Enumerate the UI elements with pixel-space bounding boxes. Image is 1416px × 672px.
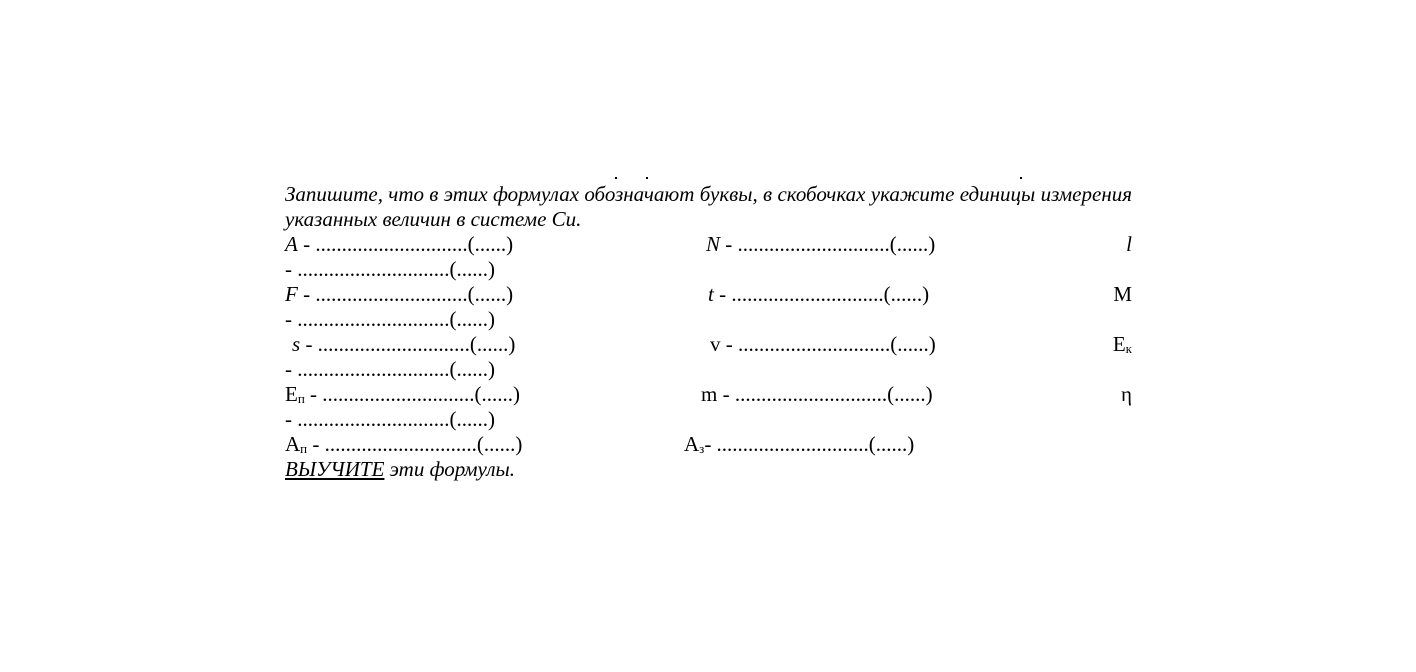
clipped-mark (1020, 177, 1022, 179)
blank-line: - .............................(......) (304, 382, 521, 406)
symbol: m (701, 382, 718, 406)
final-rest: эти формулы. (384, 457, 515, 481)
formula-row-continuation (285, 357, 1132, 382)
formula-row-continuation (285, 257, 1132, 282)
symbol: η (1121, 382, 1132, 406)
formula-row-continuation (285, 307, 1132, 332)
blank-line: - .............................(......) (717, 382, 933, 406)
blank-line: - .............................(......) (720, 332, 936, 356)
symbol: M (1113, 282, 1132, 306)
blank-line: - .............................(......) (297, 282, 514, 306)
symbol-subscript: к (1125, 341, 1132, 356)
formula-row (285, 282, 1132, 307)
blank-line: - .............................(......) (297, 232, 514, 256)
clipped-previous-line (285, 168, 1132, 182)
final-instruction (285, 457, 1132, 482)
symbol-subscript: з (699, 441, 705, 456)
blank-line: - .............................(......) (704, 432, 915, 456)
final-text (285, 457, 515, 482)
blank-line: - .............................(......) (285, 407, 495, 431)
instruction-text: Запишите, что в этих формулах обозначают буквы, в скобочках укажите единицы измерения указанных величин в системе Си. (285, 182, 1132, 231)
worksheet (285, 182, 1132, 482)
blank-line: - .............................(......) (285, 257, 495, 281)
blank-line: - .............................(......) (307, 432, 523, 456)
symbol: N (706, 232, 721, 256)
blank-entry (285, 282, 513, 307)
blank-entry (285, 432, 522, 457)
blank-entry (708, 282, 929, 307)
blank-entry (701, 382, 933, 407)
blank-entry (292, 332, 515, 357)
clipped-mark (615, 177, 617, 179)
symbol: A (285, 232, 298, 256)
formula-row-continuation (285, 407, 1132, 432)
symbol-base: E (285, 382, 298, 406)
blank-entry (285, 382, 520, 407)
blank-line: - .............................(......) (285, 307, 495, 331)
symbol: t (708, 282, 714, 306)
symbol: F (285, 282, 298, 306)
symbol-subscript: п (297, 391, 305, 406)
blank-line: - .............................(......) (720, 232, 936, 256)
blank-line: - .............................(......) (285, 357, 495, 381)
blank-entry (285, 232, 513, 257)
symbol-base: E (1112, 332, 1126, 356)
symbol: l (1126, 232, 1132, 256)
symbol-base: A (684, 432, 700, 456)
symbol: s (292, 332, 301, 356)
blank-entry (706, 232, 935, 257)
formula-row (285, 382, 1132, 407)
symbol-subscript: п (300, 441, 308, 456)
blank-line: - .............................(......) (713, 282, 930, 306)
blank-entry (684, 432, 914, 457)
formula-row (285, 332, 1132, 357)
formula-row (285, 232, 1132, 257)
symbol-base: A (285, 432, 301, 456)
blank-line: - .............................(......) (300, 332, 516, 356)
symbol: v (710, 332, 721, 356)
formula-row (285, 432, 1132, 457)
clipped-mark (646, 177, 648, 179)
final-underlined: ВЫУЧИТЕ (285, 457, 385, 481)
symbol (1113, 332, 1132, 357)
blank-entry (710, 332, 936, 357)
